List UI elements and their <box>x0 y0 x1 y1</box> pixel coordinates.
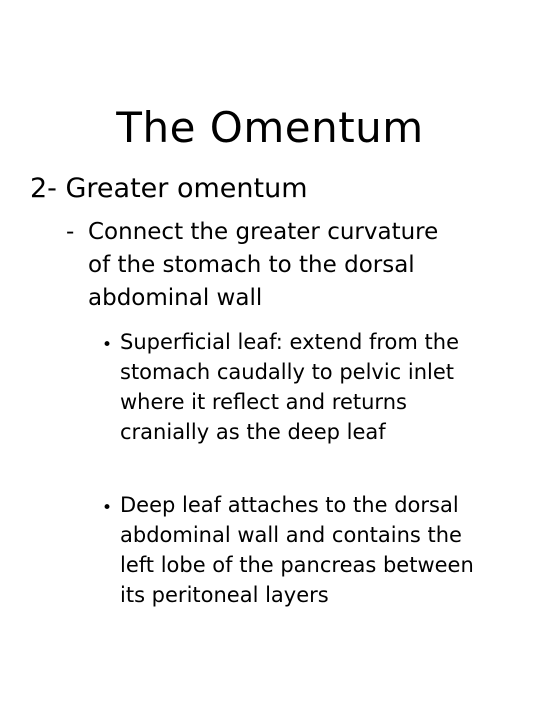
sub-point-line: of the stomach to the dorsal <box>88 252 415 278</box>
slide-title: The Omentum <box>116 103 424 152</box>
bullet-superficial-leaf <box>120 327 530 447</box>
sub-point-line: abdominal wall <box>88 285 263 311</box>
bullet-line: abdominal wall and contains the <box>120 523 462 547</box>
bullet-marker: • <box>102 498 113 518</box>
bullet-line: where it reflect and returns <box>120 390 407 414</box>
bullet-line: Deep leaf attaches to the dorsal <box>120 493 459 517</box>
bullet-marker: • <box>102 335 113 355</box>
bullet-line: cranially as the deep leaf <box>120 420 386 444</box>
bullet-deep-leaf <box>120 490 530 610</box>
bullet-line: stomach caudally to pelvic inlet <box>120 360 455 384</box>
bullet-line: Superficial leaf: extend from the <box>120 330 459 354</box>
bullet-line: its peritoneal layers <box>120 583 329 607</box>
dash-marker: - <box>66 219 75 245</box>
sub-point-line: Connect the greater curvature <box>88 219 439 245</box>
section-heading: 2- Greater omentum <box>30 173 308 204</box>
sub-point <box>88 216 528 315</box>
bullet-line: left lobe of the pancreas between <box>120 553 474 577</box>
